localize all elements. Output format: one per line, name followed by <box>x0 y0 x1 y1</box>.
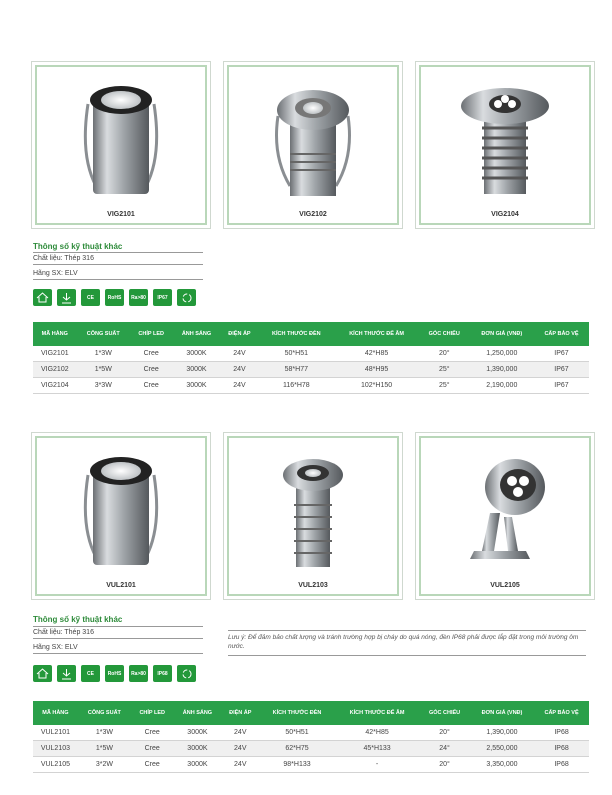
table-cell: 102*H150 <box>334 378 419 394</box>
table-cell: VUL2105 <box>33 757 78 773</box>
table-cell: 20° <box>419 757 470 773</box>
product-code: VUL2103 <box>298 582 328 589</box>
col-header: KÍCH THƯỚC ĐẾ ÂM <box>334 322 419 346</box>
table-cell: IP67 <box>534 378 589 394</box>
table-cell: IP68 <box>534 725 589 741</box>
table-cell: 58*H77 <box>258 362 334 378</box>
divider <box>33 626 203 627</box>
table-cell: VUL2101 <box>33 725 78 741</box>
table-cell: 1,390,000 <box>470 725 534 741</box>
col-header: CẤP BẢO VỆ <box>534 701 589 725</box>
recycle-icon <box>177 289 196 306</box>
table-cell: 3000K <box>173 725 221 741</box>
table-cell: 24V <box>221 378 259 394</box>
table-cell: 3000K <box>173 757 221 773</box>
product-code: VIG2101 <box>107 211 135 218</box>
table-cell: 3000K <box>172 346 220 362</box>
table-cell: 62*H75 <box>259 741 335 757</box>
product-card-vig2104 <box>415 61 595 229</box>
table-cell: 1*5W <box>78 741 131 757</box>
product-card-vul2101 <box>31 432 211 600</box>
table-cell: IP68 <box>534 757 589 773</box>
table-cell: 50*H51 <box>258 346 334 362</box>
col-header: KÍCH THƯỚC ĐÈN <box>258 322 334 346</box>
table-row <box>33 725 589 741</box>
table-cell: VIG2104 <box>33 378 77 394</box>
col-header: CẤP BẢO VỆ <box>534 322 589 346</box>
col-header: ĐIỆN ÁP <box>221 701 259 725</box>
table-cell: 1*3W <box>77 346 130 362</box>
table-cell: Cree <box>130 378 173 394</box>
divider <box>33 252 203 253</box>
col-header: GÓC CHIẾU <box>419 322 470 346</box>
recessed-icon <box>57 665 76 682</box>
table-cell: Cree <box>130 346 173 362</box>
ce-icon: CE <box>81 289 100 306</box>
table-cell: 24° <box>419 741 470 757</box>
table-cell: 42*H85 <box>334 346 419 362</box>
col-header: KÍCH THƯỚC ĐÈN <box>259 701 335 725</box>
table-row <box>33 346 589 362</box>
table-cell: 116*H78 <box>258 378 334 394</box>
table-cell: VUL2103 <box>33 741 78 757</box>
table-cell: 3000K <box>173 741 221 757</box>
table-cell: IP68 <box>534 741 589 757</box>
specs-title: Thông số kỹ thuật khác <box>33 242 123 251</box>
col-header: ĐIỆN ÁP <box>221 322 259 346</box>
col-header: MÃ HÀNG <box>33 701 78 725</box>
ribbed-cylinder-light-icon <box>268 76 358 201</box>
manufacturer-text: Hãng SX: ELV <box>33 644 203 654</box>
rohs-icon: RoHS <box>105 665 124 682</box>
product-card-vul2103 <box>223 432 403 600</box>
cylinder-light-icon <box>76 447 166 572</box>
col-header: ÁNH SÁNG <box>172 322 220 346</box>
table-cell: 48*H95 <box>334 362 419 378</box>
table-cell: VIG2101 <box>33 346 77 362</box>
table-cell: 1*5W <box>77 362 130 378</box>
product-code: VIG2104 <box>491 211 519 218</box>
table-cell: 42*H85 <box>335 725 419 741</box>
table-cell: 2,190,000 <box>470 378 534 394</box>
ra-icon: Ra>80 <box>129 665 148 682</box>
table-cell: 2,550,000 <box>470 741 534 757</box>
table-cell: 3000K <box>172 362 220 378</box>
spot-light-on-bracket-icon <box>460 447 550 572</box>
product-code: VIG2102 <box>299 211 327 218</box>
table-cell: Cree <box>131 741 173 757</box>
table-cell: 1*3W <box>78 725 131 741</box>
ip-rating-icon: IP68 <box>153 665 172 682</box>
table-cell: Cree <box>131 757 173 773</box>
rohs-icon: RoHS <box>105 289 124 306</box>
table-row <box>33 741 589 757</box>
table-cell: 1,390,000 <box>470 362 534 378</box>
table-cell: 24V <box>221 362 259 378</box>
ip-rating-icon: IP67 <box>153 289 172 306</box>
ra-icon: Ra>80 <box>129 289 148 306</box>
col-header: CÔNG SUẤT <box>77 322 130 346</box>
col-header: KÍCH THƯỚC ĐẾ ÂM <box>335 701 419 725</box>
table-cell: 25° <box>419 362 470 378</box>
col-header: GÓC CHIẾU <box>419 701 470 725</box>
ce-icon: CE <box>81 665 100 682</box>
table-cell: 1,250,000 <box>470 346 534 362</box>
product-card-vig2101 <box>31 61 211 229</box>
table-cell: Cree <box>130 362 173 378</box>
table-cell: 20° <box>419 725 470 741</box>
table-row <box>33 757 589 773</box>
table-cell: 24V <box>221 757 259 773</box>
table-cell: 3000K <box>172 378 220 394</box>
table-cell: 3*3W <box>77 378 130 394</box>
table-cell: IP67 <box>534 362 589 378</box>
table-cell: VIG2102 <box>33 362 77 378</box>
indoor-icon <box>33 665 52 682</box>
col-header: MÃ HÀNG <box>33 322 77 346</box>
table-cell: 45*H133 <box>335 741 419 757</box>
col-header: ĐƠN GIÁ (VNĐ) <box>470 322 534 346</box>
recessed-icon <box>57 289 76 306</box>
col-header: CÔNG SUẤT <box>78 701 131 725</box>
col-header: ÁNH SÁNG <box>173 701 221 725</box>
table-cell: 3,350,000 <box>470 757 534 773</box>
material-text: Chất liệu: Thép 316 <box>33 255 203 265</box>
spec-table-1 <box>33 322 589 394</box>
recycle-icon <box>177 665 196 682</box>
col-header: CHÍP LED <box>130 322 173 346</box>
cylinder-light-icon <box>76 76 166 201</box>
table-cell: 20° <box>419 346 470 362</box>
manufacturer-text: Hãng SX: ELV <box>33 270 203 280</box>
product-card-vul2105 <box>415 432 595 600</box>
cert-icons <box>33 665 196 682</box>
table-cell: IP67 <box>534 346 589 362</box>
specs-title: Thông số kỹ thuật khác <box>33 615 123 624</box>
table-cell: 24V <box>221 741 259 757</box>
table-cell: Cree <box>131 725 173 741</box>
installation-note: Lưu ý: Để đảm bảo chất lượng và tránh trường hợp bị cháy do quá nóng, đèn IP68 phải được lắp đặt trong môi trường ôm nước. <box>228 630 586 656</box>
three-led-light-icon <box>460 76 550 201</box>
product-code: VUL2105 <box>490 582 520 589</box>
table-cell: 25° <box>419 378 470 394</box>
indoor-icon <box>33 289 52 306</box>
col-header: CHÍP LED <box>131 701 173 725</box>
table-cell: - <box>335 757 419 773</box>
table-cell: 24V <box>221 725 259 741</box>
table-row <box>33 362 589 378</box>
table-cell: 3*2W <box>78 757 131 773</box>
table-row <box>33 378 589 394</box>
product-card-vig2102 <box>223 61 403 229</box>
material-text: Chất liệu: Thép 316 <box>33 629 203 639</box>
spec-table-2 <box>33 701 589 773</box>
ribbed-cylinder-light-icon <box>268 447 358 572</box>
table-cell: 24V <box>221 346 259 362</box>
cert-icons <box>33 289 196 306</box>
table-cell: 50*H51 <box>259 725 335 741</box>
table-cell: 98*H133 <box>259 757 335 773</box>
product-code: VUL2101 <box>106 582 136 589</box>
col-header: ĐƠN GIÁ (VNĐ) <box>470 701 534 725</box>
